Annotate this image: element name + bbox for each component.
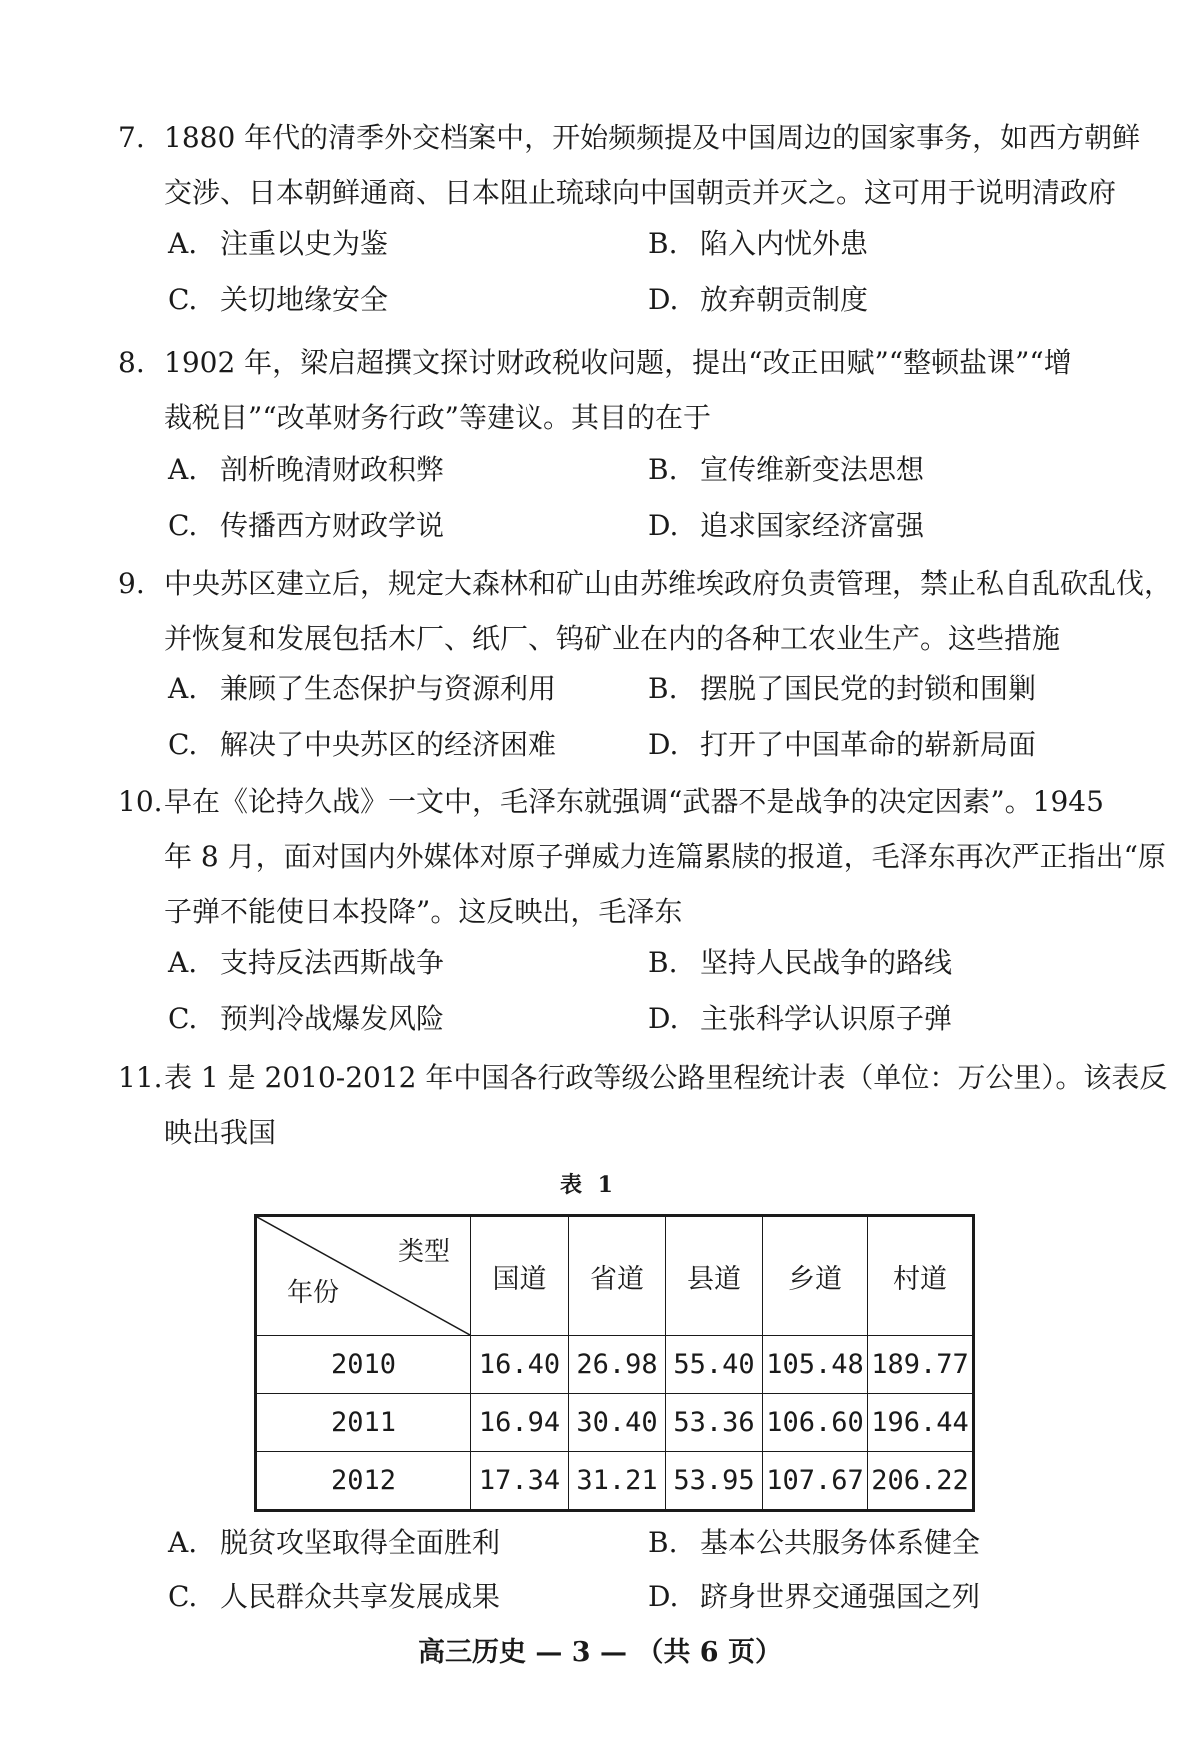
value-cell: 106.60	[763, 1394, 868, 1452]
value-cell: 30.40	[569, 1394, 666, 1452]
question-text-line: 裁税目”“改革财务行政”等建议。其目的在于	[164, 401, 711, 434]
option-d: D. 放弃朝贡制度	[648, 283, 869, 316]
value-cell: 53.95	[666, 1452, 763, 1511]
table-row	[256, 1394, 974, 1452]
option-a: A. 脱贫攻坚取得全面胜利	[168, 1526, 501, 1559]
highway-mileage-table	[254, 1214, 975, 1512]
value-cell: 31.21	[569, 1452, 666, 1511]
question-number: 8.	[118, 346, 145, 379]
value-cell: 55.40	[666, 1336, 763, 1394]
table-caption: 表 1	[560, 1172, 617, 1198]
option-d: D. 打开了中国革命的崭新局面	[648, 728, 1037, 761]
option-a: A. 兼顾了生态保护与资源利用	[168, 672, 557, 705]
table-row	[256, 1452, 974, 1511]
question-text-line: 子弹不能使日本投降”。这反映出，毛泽东	[164, 895, 683, 928]
value-cell: 196.44	[868, 1394, 974, 1452]
question-number: 11.	[118, 1061, 163, 1094]
question-text-line: 1880 年代的清季外交档案中，开始频频提及中国周边的国家事务，如西方朝鲜	[164, 121, 1141, 154]
table-row	[256, 1336, 974, 1394]
option-a: A. 剖析晚清财政积弊	[168, 453, 445, 486]
question-number: 10.	[118, 785, 163, 818]
year-cell: 2010	[256, 1336, 471, 1394]
option-b: B. 坚持人民战争的路线	[648, 946, 953, 979]
option-d: D. 追求国家经济富强	[648, 509, 925, 542]
column-header: 县道	[666, 1216, 763, 1336]
option-c: C. 传播西方财政学说	[168, 509, 445, 542]
option-b: B. 基本公共服务体系健全	[648, 1526, 981, 1559]
value-cell: 16.40	[471, 1336, 569, 1394]
question-text-line: 交涉、日本朝鲜通商、日本阻止琉球向中国朝贡并灭之。这可用于说明清政府	[164, 176, 1117, 209]
question-9	[118, 556, 1173, 666]
question-text-line: 早在《论持久战》一文中，毛泽东就强调“武器不是战争的决定因素”。1945	[164, 785, 1104, 818]
value-cell: 16.94	[471, 1394, 569, 1452]
diagonal-header-cell	[256, 1216, 471, 1336]
option-c: C. 预判冷战爆发风险	[168, 1002, 445, 1035]
question-text-line: 年 8 月，面对国内外媒体对原子弹威力连篇累牍的报道，毛泽东再次严正指出“原	[164, 840, 1166, 873]
value-cell: 26.98	[569, 1336, 666, 1394]
page-footer: 高三历史 — 3 — （共 6 页）	[418, 1637, 782, 1668]
corner-label-type: 类型	[397, 1237, 450, 1267]
question-8	[118, 335, 1118, 445]
question-text-line: 中央苏区建立后，规定大森林和矿山由苏维埃政府负责管理，禁止私自乱砍乱伐，	[164, 567, 1173, 600]
question-10	[118, 774, 1166, 939]
year-cell: 2012	[256, 1452, 471, 1511]
column-header: 省道	[569, 1216, 666, 1336]
value-cell: 206.22	[868, 1452, 974, 1511]
question-text-line: 并恢复和发展包括木厂、纸厂、钨矿业在内的各种工农业生产。这些措施	[164, 622, 1061, 655]
option-d: D. 跻身世界交通强国之列	[648, 1580, 981, 1613]
value-cell: 107.67	[763, 1452, 868, 1511]
column-header: 国道	[471, 1216, 569, 1336]
question-number: 9.	[118, 567, 145, 600]
question-text-line: 映出我国	[164, 1116, 277, 1149]
option-d: D. 主张科学认识原子弹	[648, 1002, 953, 1035]
question-number: 7.	[118, 121, 145, 154]
corner-label-year: 年份	[287, 1278, 340, 1308]
question-11	[118, 1050, 1168, 1160]
option-a: A. 注重以史为鉴	[168, 227, 389, 260]
table-header-row	[256, 1216, 974, 1336]
question-text-line: 表 1 是 2010-2012 年中国各行政等级公路里程统计表（单位：万公里）。该表反	[164, 1061, 1168, 1094]
value-cell: 17.34	[471, 1452, 569, 1511]
option-b: B. 摆脱了国民党的封锁和围剿	[648, 672, 1037, 705]
question-text-line: 1902 年，梁启超撰文探讨财政税收问题，提出“改正田赋”“整顿盐课”“增	[164, 346, 1072, 379]
option-a: A. 支持反法西斯战争	[168, 946, 445, 979]
question-7	[118, 110, 1141, 220]
value-cell: 105.48	[763, 1336, 868, 1394]
option-c: C. 解决了中央苏区的经济困难	[168, 728, 557, 761]
value-cell: 53.36	[666, 1394, 763, 1452]
year-cell: 2011	[256, 1394, 471, 1452]
option-b: B. 陷入内忧外患	[648, 227, 869, 260]
option-c: C. 关切地缘安全	[168, 283, 389, 316]
option-c: C. 人民群众共享发展成果	[168, 1580, 501, 1613]
column-header: 乡道	[763, 1216, 868, 1336]
option-b: B. 宣传维新变法思想	[648, 453, 925, 486]
column-header: 村道	[868, 1216, 974, 1336]
value-cell: 189.77	[868, 1336, 974, 1394]
